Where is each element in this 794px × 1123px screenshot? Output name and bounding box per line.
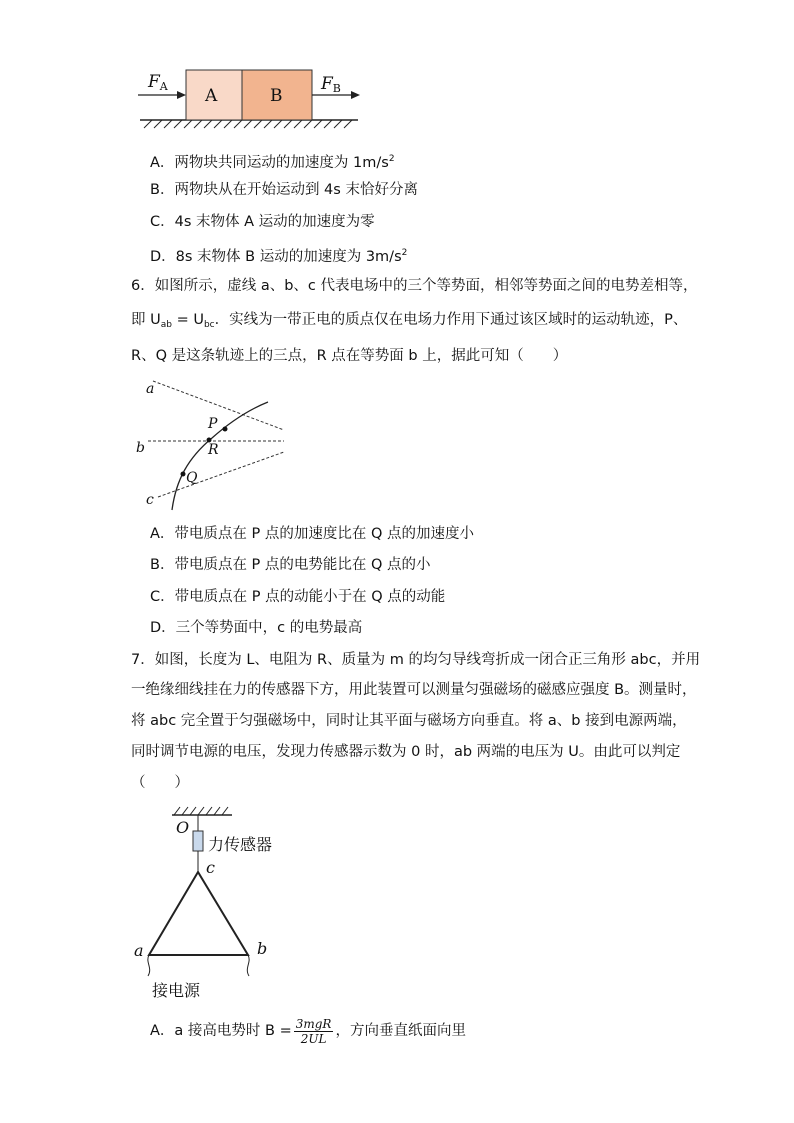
force-a-label: $F_A$ xyxy=(148,72,168,93)
q5-option-b[interactable]: B．两物块从在开始运动到 4s 末恰好分离 xyxy=(150,182,418,198)
q6-option-b[interactable]: B．带电质点在 P 点的电势能比在 Q 点的小 xyxy=(150,557,431,573)
q7-stem-line4: 同时调节电源的电压，发现力传感器示数为 0 时，ab 两端的电压为 U。由此可以判定 xyxy=(131,744,681,760)
plane-c-label: c xyxy=(146,492,154,508)
q6-stem-line3: R、Q 是这条轨迹上的三点，R 点在等势面 b 上，据此可知（ ） xyxy=(131,348,568,364)
vertex-b-label: b xyxy=(257,939,268,958)
q7-option-a[interactable]: A．a 接高电势时 B = $\frac{\text{3mgR}}{2UL}$ ，方向垂直纸面向里 xyxy=(150,1016,466,1046)
vertex-c-label: c xyxy=(206,858,215,877)
q6-stem-line2: 即 $U_{ab} = U_{bc}$．实线为一带正电的质点仅在电场力作用下通过该区域时的运动轨迹，P、 xyxy=(131,312,688,330)
q5-option-d[interactable]: D．8s 末物体 B 运动的加速度为 $3m/s^2$ xyxy=(150,248,408,265)
q5-option-c[interactable]: C．4s 末物体 A 运动的加速度为零 xyxy=(150,214,375,230)
triangle-figure xyxy=(130,800,310,1000)
plane-a-label: a xyxy=(146,381,155,397)
q7-option-a-fraction: $\frac{\text{3mgR}}{2UL}$ xyxy=(295,1016,332,1046)
point-p-label: P xyxy=(208,416,218,432)
q6-option-c[interactable]: C．带电质点在 P 点的动能小于在 Q 点的动能 xyxy=(150,589,446,605)
q6-stem-line1: 6．如图所示，虚线 a、b、c 代表电场中的三个等势面，相邻等势面之间的电势差相等， xyxy=(131,278,698,294)
q7-stem-line5: （ ） xyxy=(131,775,189,791)
sensor-label: 力传感器 xyxy=(208,835,273,854)
q7-stem-line3: 将 abc 完全置于匀强磁场中，同时让其平面与磁场方向垂直。将 a、b 接到电源两端， xyxy=(131,713,687,729)
q7-stem-line1: 7．如图，长度为 L、电阻为 R、质量为 m 的均匀导线弯折成一闭合正三角形 abc，并用 xyxy=(131,652,701,668)
q7-stem-line2: 一绝缘细线挂在力的传感器下方，用此装置可以测量匀强磁场的磁感应强度 B。测量时， xyxy=(131,682,697,698)
vertex-a-label: a xyxy=(134,941,144,960)
point-r-label: R xyxy=(208,442,219,458)
force-sensor xyxy=(193,831,203,851)
force-b-label: $F_B$ xyxy=(321,74,341,95)
q5-option-a[interactable]: A．两物块共同运动的加速度为 $1m/s^2$ xyxy=(150,154,395,171)
point-q-label: Q xyxy=(186,470,198,486)
q6-option-d[interactable]: D．三个等势面中，c 的电势最高 xyxy=(150,620,363,636)
plane-b-label: b xyxy=(136,440,145,456)
q6-option-a[interactable]: A．带电质点在 P 点的加速度比在 Q 点的加速度小 xyxy=(150,526,475,542)
equipotential-figure xyxy=(140,370,300,515)
point-o-label: O xyxy=(176,818,190,837)
power-label: 接电源 xyxy=(152,981,201,1000)
block-b-label: B xyxy=(270,86,283,106)
block-a-label: A xyxy=(205,86,218,106)
